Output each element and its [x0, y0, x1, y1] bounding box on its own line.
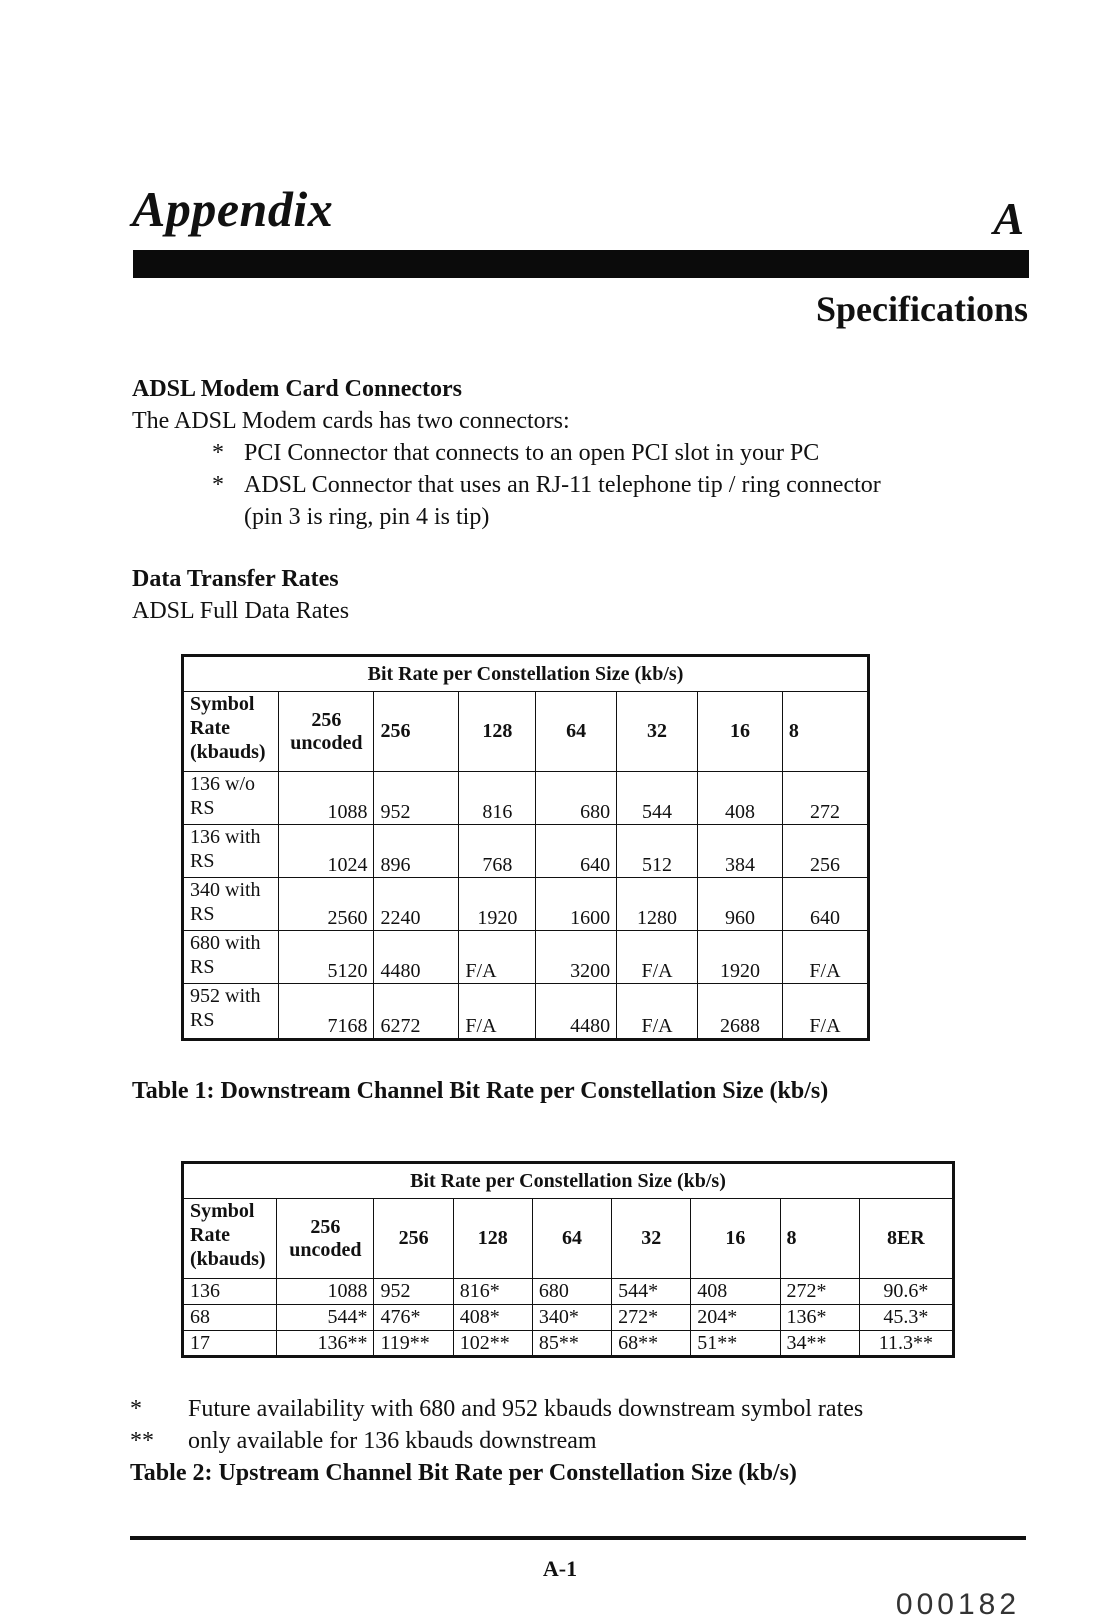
rate-cell: F/A [459, 984, 536, 1040]
rate-cell: 136* [780, 1305, 859, 1331]
rate-cell: 272* [612, 1305, 691, 1331]
rate-cell: 340* [532, 1305, 611, 1331]
rate-cell: 640 [782, 878, 868, 931]
column-header: 64 [536, 692, 617, 772]
column-header: 8 [782, 692, 868, 772]
rates-heading: Data Transfer Rates [132, 566, 339, 592]
rate-cell: 896 [374, 825, 459, 878]
column-header: 16 [697, 692, 782, 772]
symbol-rate-cell: 68 [183, 1305, 277, 1331]
connector-item-pin-note: (pin 3 is ring, pin 4 is tip) [244, 504, 490, 530]
rate-cell: 476* [374, 1305, 453, 1331]
rate-cell: 544* [277, 1305, 374, 1331]
rate-cell: 34** [780, 1331, 859, 1357]
rate-cell: 952 [374, 1279, 453, 1305]
column-header: 8ER [859, 1199, 953, 1279]
table-span-header: Bit Rate per Constellation Size (kb/s) [183, 1163, 954, 1199]
table-row [183, 984, 869, 1040]
rate-cell: 384 [697, 825, 782, 878]
rate-cell: 408* [453, 1305, 532, 1331]
rate-cell: 45.3* [859, 1305, 953, 1331]
rate-cell: 1088 [277, 1279, 374, 1305]
rate-cell: 408 [691, 1279, 780, 1305]
connectors-intro: The ADSL Modem cards has two connectors: [132, 408, 570, 434]
connector-item-adsl [212, 472, 881, 499]
symbol-rate-cell: 136 w/o RS [183, 772, 279, 825]
rate-cell: 1600 [536, 878, 617, 931]
rate-cell: 5120 [279, 931, 374, 984]
rate-cell: 4480 [536, 984, 617, 1040]
rate-cell: 272 [782, 772, 868, 825]
column-header: 64 [532, 1199, 611, 1279]
footnote-double-star [130, 1428, 597, 1455]
rate-cell: 1920 [459, 878, 536, 931]
symbol-rate-cell: 680 with RS [183, 931, 279, 984]
rate-cell: 1920 [697, 931, 782, 984]
rate-cell: 512 [617, 825, 698, 878]
bullet-star: * [212, 472, 224, 498]
column-header: 128 [453, 1199, 532, 1279]
rate-cell: 2688 [697, 984, 782, 1040]
rate-cell: F/A [782, 984, 868, 1040]
footer-rule [130, 1536, 1026, 1540]
section-subtitle: Specifications [816, 289, 1028, 329]
table-row [183, 931, 869, 984]
rate-cell: 952 [374, 772, 459, 825]
downstream-rate-table [181, 654, 870, 1041]
appendix-letter: A [993, 193, 1024, 244]
rate-cell: 960 [697, 878, 782, 931]
rates-subheading: ADSL Full Data Rates [132, 598, 350, 624]
column-header: 8 [780, 1199, 859, 1279]
rate-cell: 2240 [374, 878, 459, 931]
column-header: 32 [617, 692, 698, 772]
rate-cell: 136** [277, 1331, 374, 1357]
document-id: 000182 [895, 1588, 1020, 1621]
connector-item-pci [212, 440, 819, 467]
symbol-rate-cell: 340 with RS [183, 878, 279, 931]
table-row [183, 1279, 954, 1305]
rate-cell: 68** [612, 1331, 691, 1357]
page-number: A-1 [542, 1556, 578, 1581]
table-row [183, 878, 869, 931]
table-row [183, 1305, 954, 1331]
footnote-text: only available for 136 kbauds downstream [188, 1428, 597, 1454]
rate-cell: 85** [532, 1331, 611, 1357]
symbol-rate-header: Symbol Rate (kbauds) [183, 692, 279, 772]
table-row [183, 772, 869, 825]
rate-cell: 90.6* [859, 1279, 953, 1305]
rate-cell: 7168 [279, 984, 374, 1040]
rate-cell: 408 [697, 772, 782, 825]
column-header: 256 uncoded [279, 692, 374, 772]
footnote-text: Future availability with 680 and 952 kbauds downstream symbol rates [188, 1396, 864, 1422]
rate-cell: 256 [782, 825, 868, 878]
header-bar [133, 250, 1029, 278]
rate-cell: 544 [617, 772, 698, 825]
symbol-rate-cell: 952 with RS [183, 984, 279, 1040]
footnote-mark: * [130, 1396, 142, 1422]
rate-cell: 102** [453, 1331, 532, 1357]
rate-cell: 680 [536, 772, 617, 825]
rate-cell: 3200 [536, 931, 617, 984]
rate-cell: 6272 [374, 984, 459, 1040]
rate-cell: 204* [691, 1305, 780, 1331]
symbol-rate-cell: 136 [183, 1279, 277, 1305]
rate-cell: 640 [536, 825, 617, 878]
rate-cell: F/A [617, 931, 698, 984]
table-span-header: Bit Rate per Constellation Size (kb/s) [183, 656, 869, 692]
rate-cell: 4480 [374, 931, 459, 984]
rate-cell: 11.3** [859, 1331, 953, 1357]
connector-item-text: PCI Connector that connects to an open PCI slot in your PC [244, 440, 820, 466]
rate-cell: 1024 [279, 825, 374, 878]
rate-cell: 768 [459, 825, 536, 878]
rate-cell: F/A [782, 931, 868, 984]
symbol-rate-cell: 136 with RS [183, 825, 279, 878]
rate-cell: F/A [617, 984, 698, 1040]
connector-item-text: ADSL Connector that uses an RJ-11 telephone tip / ring connector [244, 472, 881, 498]
column-header: 16 [691, 1199, 780, 1279]
rate-cell: 51** [691, 1331, 780, 1357]
column-header: 256 [374, 692, 459, 772]
column-header: 256 uncoded [277, 1199, 374, 1279]
rate-cell: 1280 [617, 878, 698, 931]
rate-cell: 2560 [279, 878, 374, 931]
symbol-rate-cell: 17 [183, 1331, 277, 1357]
connectors-heading: ADSL Modem Card Connectors [132, 376, 462, 402]
table1-caption: Table 1: Downstream Channel Bit Rate per Constellation Size (kb/s) [132, 1078, 829, 1104]
table2-caption: Table 2: Upstream Channel Bit Rate per Constellation Size (kb/s) [130, 1460, 797, 1486]
table-row [183, 825, 869, 878]
rate-cell: F/A [459, 931, 536, 984]
rate-cell: 272* [780, 1279, 859, 1305]
rate-cell: 1088 [279, 772, 374, 825]
column-header: 32 [612, 1199, 691, 1279]
rate-cell: 544* [612, 1279, 691, 1305]
rate-cell: 680 [532, 1279, 611, 1305]
rate-cell: 816 [459, 772, 536, 825]
rate-cell: 816* [453, 1279, 532, 1305]
footnote-single-star [130, 1396, 863, 1423]
bullet-star: * [212, 440, 224, 466]
rate-cell: 119** [374, 1331, 453, 1357]
table-row [183, 1331, 954, 1357]
upstream-rate-table [181, 1161, 955, 1358]
column-header: 256 [374, 1199, 453, 1279]
column-header: 128 [459, 692, 536, 772]
symbol-rate-header: Symbol Rate (kbauds) [183, 1199, 277, 1279]
page-title: Appendix [132, 181, 334, 237]
footnote-mark: ** [130, 1428, 154, 1454]
